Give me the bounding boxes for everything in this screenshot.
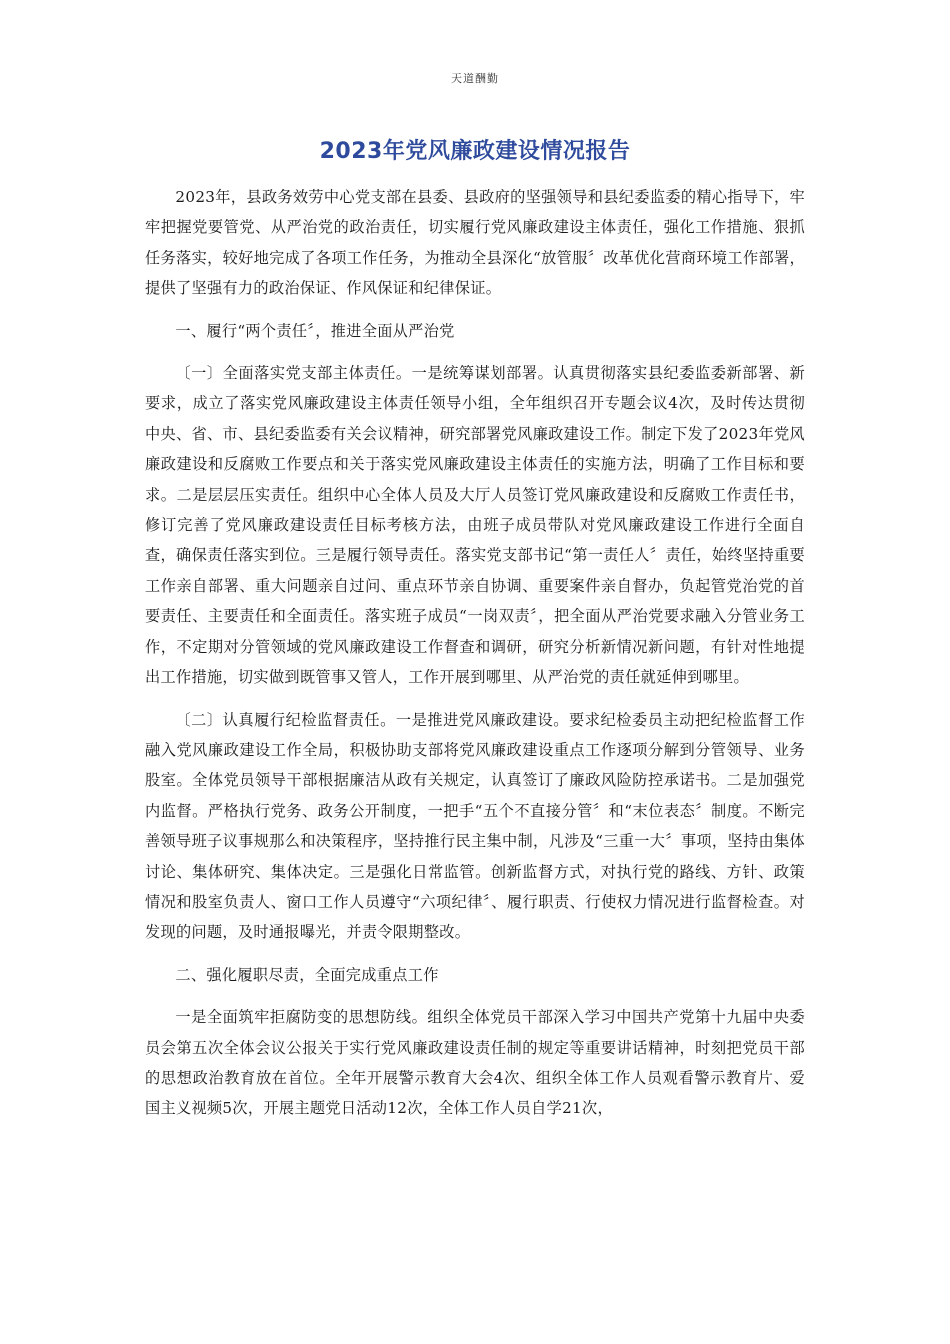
section-heading-1: 一、履行“两个责任〞，推进全面从严治党 (175, 321, 455, 340)
paragraph-subsection-2: 〔二〕认真履行纪检监督责任。一是推进党风廉政建设。要求纪检委员主动把纪检监督工作融入党风廉政建设工作全局，积极协助支部将党风廉政建设重点工作逐项分解到分管领导、业务股室。全体党员领导干部根据廉洁从政有关规定，认真签订了廉政风险防控承诺书。二是加强党内监督。严格执行党务、政务公开制度，一把手“五个不直接分管〞和“末位表态〞制度。不断完善领导班子议事规那么和决策程序，坚持推行民主集中制，凡涉及“三重一大〞事项，坚持由集体讨论、集体研究、集体决定。三是强化日常监管。创新监督方式，对执行党的路线、方针、政策情况和股室负责人、窗口工作人员遵守“六项纪律〞、履行职责、行使权力情况进行监督检查。对发现的问题，及时通报曝光，并责令限期整改。 (145, 710, 805, 942)
section-heading-2: 二、强化履职尽责，全面完成重点工作 (175, 965, 439, 984)
document-title: 2023年党风廉政建设情况报告 (319, 139, 631, 164)
paragraph-subsection-1: 〔一〕全面落实党支部主体责任。一是统筹谋划部署。认真贯彻落实县纪委监委新部署、新要求，成立了落实党风廉政建设主体责任领导小组，全年组织召开专题会议4次，及时传达贯彻中央、省、市、县纪委监委有关会议精神，研究部署党风廉政建设工作。制定下发了2023年党风廉政建设和反腐败工作要点和关于落实党风廉政建设主体责任的实施方法，明确了工作目标和要求。二是层层压实责任。组织中心全体人员及大厅人员签订党风廉政建设和反腐败工作责任书，修订完善了党风廉政建设责任目标考核方法，由班子成员带队对党风廉政建设工作进行全面自查，确保责任落实到位。三是履行领导责任。落实党支部书记“第一责任人〞责任，始终坚持重要工作亲自部署、重大问题亲自过问、重点环节亲自协调、重要案件亲自督办，负起管党治党的首要责任、主要责任和全面责任。落实班子成员“一岗双责〞，把全面从严治党要求融入分管业务工作，不定期对分管领域的党风廉政建设工作督查和调研，研究分析新情况新问题，有针对性地提出工作措施，切实做到既管事又管人，工作开展到哪里、从严治党的责任就延伸到哪里。 (145, 364, 805, 687)
paragraph-section-2-body: 一是全面筑牢拒腐防变的思想防线。组织全体党员干部深入学习中国共产党第十九届中央委员会第五次全体会议公报关于实行党风廉政建设责任制的规定等重要讲话精神，时刻把党员干部的思想政治教育放在首位。全年开展警示教育大会4次、组织全体工作人员观看警示教育片、爱国主义视频5次，开展主题党日活动12次，全体工作人员自学21次， (145, 1008, 805, 1118)
paragraph-intro: 2023年，县政务效劳中心党支部在县委、县政府的坚强领导和县纪委监委的精心指导下，牢牢把握党要管党、从严治党的政治责任，切实履行党风廉政建设主体责任，强化工作措施、狠抓任务落实，较好地完成了各项工作任务，为推动全县深化“放管服〞改革优化营商环境工作部署，提供了坚强有力的政治保证、作风保证和纪律保证。 (145, 188, 805, 298)
page-header: 天道酬勤 (451, 72, 499, 85)
document-body (145, 182, 805, 1136)
